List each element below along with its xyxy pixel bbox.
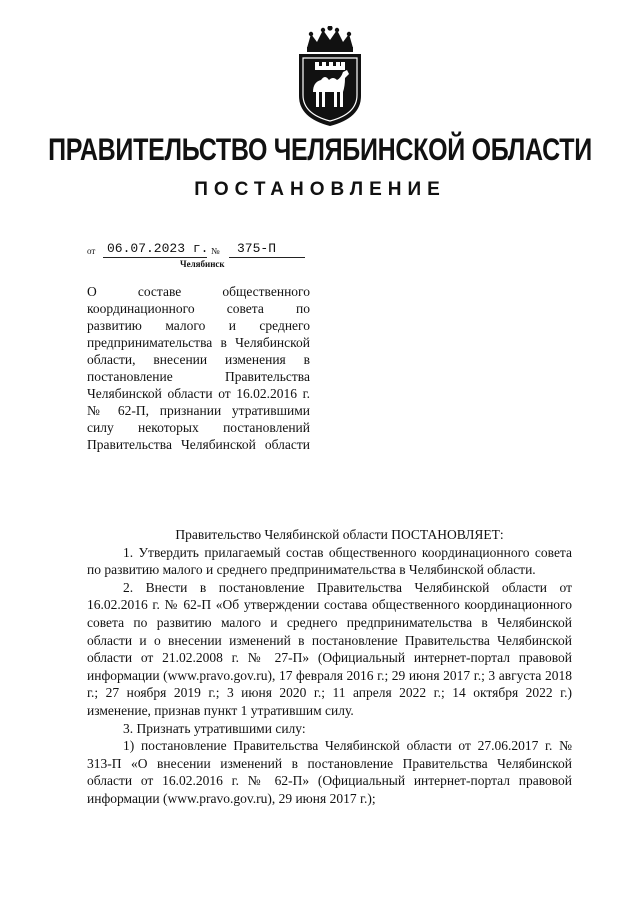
document-body — [87, 526, 572, 808]
date-underline — [103, 257, 207, 258]
document-city: Челябинск — [180, 259, 225, 269]
paragraph-2: 2. Внести в постановление Правительства Челябинской области от 16.02.2016 г. № 62-П «Об утверждении состава общественного координационного совета по развитию малого и среднего предпринимательства в Челябинской области и о внесении изменений в постановление Правительства Челябинской области от 21.02.2008 г. № 27-П» (Официальный интернет-портал правовой информации (www.pravo.gov.ru), 17 февраля 2016 г.; 29 июня 2017 г.; 3 августа 2018 г.; 27 ноября 2019 г.; 3 июня 2020 г.; 11 апреля 2022 г.; 14 октября 2022 г.) изменение, признав пункт 1 утратившим силу. — [87, 579, 572, 718]
document-number: 375-П — [237, 241, 277, 256]
government-title: ПРАВИТЕЛЬСТВО ЧЕЛЯБИНСКОЙ ОБЛАСТИ — [48, 132, 592, 168]
document-subject — [87, 283, 310, 453]
paragraph-3: 3. Признать утратившими силу: — [123, 720, 306, 736]
date-prefix: от — [87, 246, 96, 256]
number-underline — [229, 257, 305, 258]
paragraph-1: 1. Утвердить прилагаемый состав общественного координационного совета по развитию малого и среднего предпринимательства в Челябинской области. — [87, 544, 572, 578]
coat-of-arms-icon — [289, 26, 371, 128]
number-prefix: № — [211, 246, 220, 256]
preamble: Правительство Челябинской области ПОСТАНОВЛЯЕТ: — [175, 527, 504, 542]
document-meta — [87, 239, 307, 259]
document-type: ПОСТАНОВЛЕНИЕ — [194, 179, 446, 200]
document-date: 06.07.2023 г. — [107, 241, 209, 256]
subject-text: О составе общественного координационного совета по развитию малого и среднего предпринимательства в Челябинской области, внесении изменения в постановление Правительства Челябинской области от 16.02.2016 г. № 62-П, признании утратившими силу некоторых постановлений Правительства Челябинской области — [87, 284, 310, 452]
paragraph-3-item-1: 1) постановление Правительства Челябинской области от 27.06.2017 г. № 313-П «О внесении изменений в постановление Правительства Челябинской области от 16.02.2016 г. № 62-П» (Официальный интернет-портал правовой информации (www.pravo.gov.ru), 29 июня 2017 г.); — [87, 738, 572, 806]
